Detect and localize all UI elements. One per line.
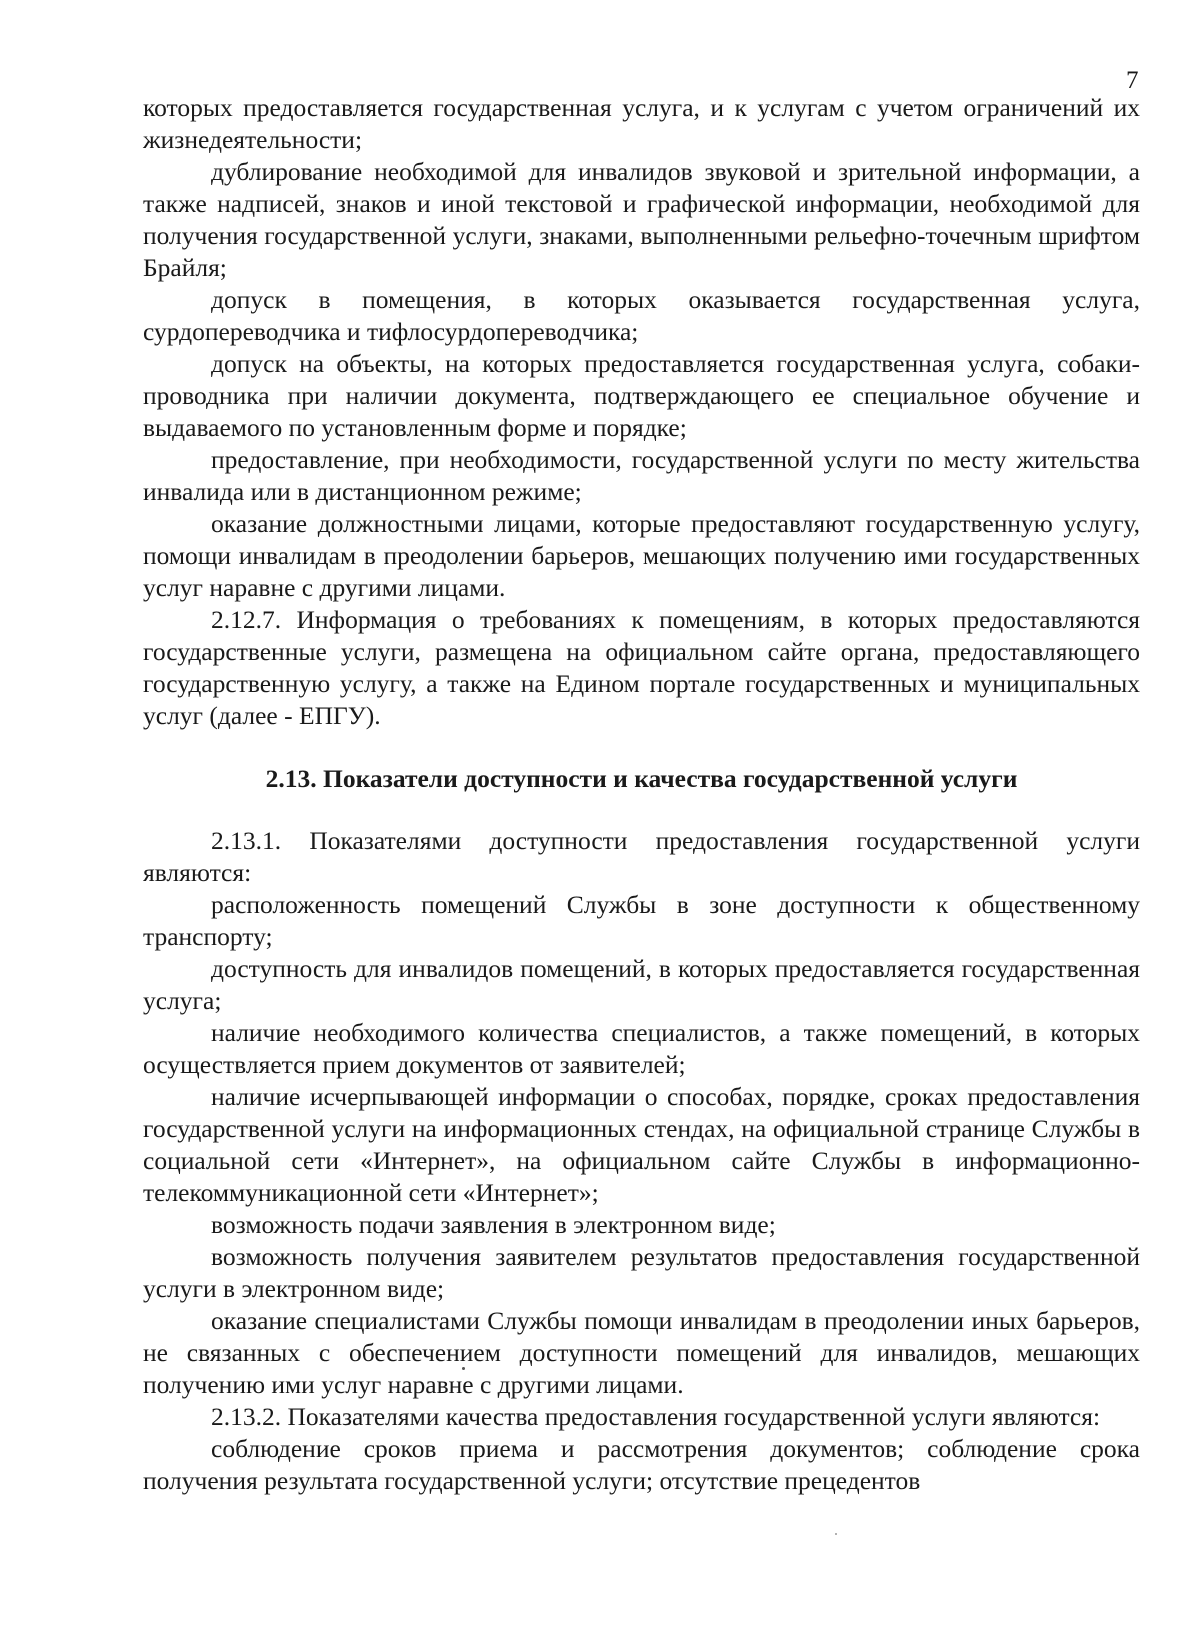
- section-2-12-continuation: [143, 92, 1140, 732]
- paragraph: 2.13.2. Показателями качества предоставления государственной услуги являются:: [211, 1402, 1101, 1431]
- section-heading: 2.13. Показатели доступности и качества государственной услуги: [265, 764, 1018, 793]
- paragraph: соблюдение сроков приема и рассмотрения документов; соблюдение срока получения результата государственной услуги; отсутствие прецедентов: [143, 1434, 1140, 1495]
- paragraph: наличие исчерпывающей информации о способах, порядке, сроках предоставления государственной услуги на информационных стендах, на официальной странице Службы в социальной сети «Интернет», на официальном сайте Службы в информационно-телекоммуникационной сети «Интернет»;: [143, 1082, 1140, 1207]
- paragraph: наличие необходимого количества специалистов, а также помещений, в которых осуществляется прием документов от заявителей;: [143, 1018, 1140, 1079]
- paragraph: допуск в помещения, в которых оказывается государственная услуга, сурдопереводчика и тифлосурдопереводчика;: [143, 285, 1140, 346]
- paragraph: которых предоставляется государственная услуга, и к услугам с учетом ограничений их жизнедеятельности;: [143, 93, 1140, 154]
- paragraph: 2.12.7. Информация о требованиях к помещениям, в которых предоставляются государственные услуги, размещена на официальном сайте органа, предоставляющего государственную услугу, а также на Едином портале государственных и муниципальных услуг (далее - ЕПГУ).: [143, 605, 1140, 730]
- paragraph: возможность получения заявителем результатов предоставления государственной услуги в электронном виде;: [143, 1242, 1140, 1303]
- scan-speck: [835, 1533, 837, 1535]
- paragraph: возможность подачи заявления в электронном виде;: [211, 1210, 776, 1239]
- section-2-13: [143, 825, 1140, 1497]
- paragraph: доступность для инвалидов помещений, в которых предоставляется государственная услуга;: [143, 954, 1140, 1015]
- paragraph: допуск на объекты, на которых предоставляется государственная услуга, собаки-проводника при наличии документа, подтверждающего ее специальное обучение и выдаваемого по установленным форме и порядке;: [143, 349, 1140, 442]
- paragraph: оказание специалистами Службы помощи инвалидам в преодолении иных барьеров, не связанных с обеспечением доступности помещений для инвалидов, мешающих получению ими услуг наравне с другими лицами.: [143, 1306, 1140, 1399]
- paragraph: дублирование необходимой для инвалидов звуковой и зрительной информации, а также надписей, знаков и иной текстовой и графической информации, необходимой для получения государственной услуги, знаками, выполненными рельефно-точечным шрифтом Брайля;: [143, 157, 1140, 282]
- paragraph: предоставление, при необходимости, государственной услуги по месту жительства инвалида или в дистанционном режиме;: [143, 445, 1140, 506]
- paragraph: 2.13.1. Показателями доступности предоставления государственной услуги являются:: [143, 826, 1140, 887]
- document-body: [143, 92, 1140, 1497]
- scan-speck: [462, 1367, 465, 1370]
- paragraph: оказание должностными лицами, которые предоставляют государственную услугу, помощи инвалидам в преодолении барьеров, мешающих получению ими государственных услуг наравне с другими лицами.: [143, 509, 1140, 602]
- paragraph: расположенность помещений Службы в зоне доступности к общественному транспорту;: [143, 890, 1140, 951]
- page-number: 7: [1126, 67, 1139, 94]
